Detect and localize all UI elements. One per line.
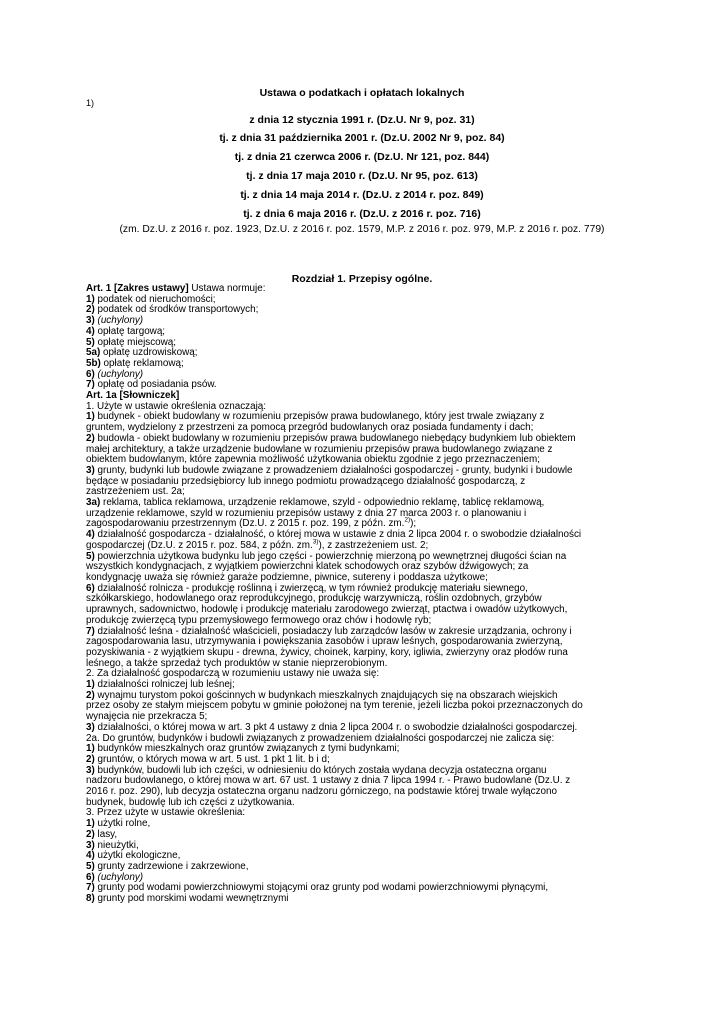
article-heading: Art. 1 [Zakres ustawy] <box>86 283 189 294</box>
item-text: (uchylony) <box>94 368 144 380</box>
chapter-title: Rozdział 1. Przepisy ogólne. <box>291 273 433 285</box>
item-number: 2) <box>86 304 95 316</box>
item-text: gospodarczej (Dz.U. z 2015 r. poz. 584, z późn. zm. <box>86 539 313 551</box>
document-body <box>86 284 646 905</box>
act-date-2: tj. z dnia 31 października 2001 r. (Dz.U. 2002 Nr 9, poz. 84) <box>219 132 505 144</box>
item-text: użytki ekologiczne, <box>94 850 181 862</box>
list-item-line: 2016 r. poz. 290), lub decyzja ostateczna organu nadzoru górniczego, na podstawie której trwale wyłączono <box>86 786 557 798</box>
definition-line: uprawnych, sadownictwo, hodowlę i produkcję materiału zarodowego zwierząt, ptactwa i owadów użytkowych, <box>86 604 568 616</box>
definition-line: kondygnację uważa się również garaże podziemne, piwnice, sutereny i poddasza użytkowe; <box>86 571 488 583</box>
item-text: działalność rolnicza - produkcję roślinną i zwierzęcą, w tym również produkcję materiału siewnego, <box>94 582 528 594</box>
item-number: 2) <box>86 689 95 701</box>
list-item <box>86 830 646 841</box>
item-text: budynków, budowli lub ich części, w odniesieniu do których została wydana decyzja ostateczna organu <box>94 764 547 776</box>
item-number: 4) <box>86 325 95 337</box>
definition-line: pozyskiwania - z wyjątkiem skupu - drewna, żywicy, choinek, karpiny, kory, igliwia, zwierzyny oraz płodów runa <box>86 646 568 658</box>
paragraph-intro: 3. Przez użyte w ustawie określenia: <box>86 807 246 819</box>
item-text: działalności rolniczej lub leśnej; <box>94 679 235 691</box>
item-number: 4) <box>86 529 95 541</box>
item-text: opłatę targową; <box>94 325 166 337</box>
item-text: wynajmu turystom pokoi gościnnych w budynkach mieszkalnych znajdujących się na obszarach wiejskich <box>94 689 558 701</box>
item-number: 5a) <box>86 347 101 359</box>
list-item-line: wynajęcia nie przekracza 5; <box>86 711 208 723</box>
item-number: 1) <box>86 818 95 830</box>
item-text: ), z zastrzeżeniem ust. 2; <box>318 539 429 551</box>
item-number: 6) <box>86 368 95 380</box>
list-item-line: budynek, budowlę lub ich części z użytkowania. <box>86 796 295 808</box>
definition-line: będące w posiadaniu przedsiębiorcy lub innego podmiotu prowadzącego działalność gospodarczą, z <box>86 475 526 487</box>
item-text: budynków mieszkalnych oraz gruntów związanych z tymi budynkami; <box>94 743 400 755</box>
item-number: 6) <box>86 871 95 883</box>
item-text: (uchylony) <box>94 871 144 883</box>
item-number: 2) <box>86 828 95 840</box>
item-number: 3a) <box>86 497 101 509</box>
item-number: 7) <box>86 625 95 637</box>
item-number: 1) <box>86 411 95 423</box>
act-date-5: tj. z dnia 14 maja 2014 r. (Dz.U. z 2014 r. poz. 849) <box>240 189 484 201</box>
item-text: budynek - obiekt budowlany w rozumieniu przepisów prawa budowlanego, który jest trwale związany z <box>94 411 545 423</box>
list-item <box>86 316 646 327</box>
item-text: podatek od nieruchomości; <box>94 293 216 305</box>
item-text: grunty pod wodami powierzchniowymi stojącymi oraz grunty pod wodami powierzchniowymi płynącymi, <box>94 882 549 894</box>
definition-line: zagospodarowania lasu, utrzymywania i powiększania zasobów i upraw leśnych, gospodarowania zwierzyną, <box>86 636 563 648</box>
item-text: grunty pod morskimi wodami wewnętrznymi <box>94 893 289 905</box>
item-number: 1) <box>86 679 95 691</box>
item-text: podatek od środków transportowych; <box>94 304 259 316</box>
definition-line: zastrzeżeniem ust. 2a; <box>86 486 185 498</box>
act-date-3: tj. z dnia 21 czerwca 2006 r. (Dz.U. Nr 121, poz. 844) <box>234 151 490 163</box>
item-text: działalność leśna - działalność właścicieli, posiadaczy lub zarządców lasów w zakresie urządzania, ochrony i <box>94 625 572 637</box>
item-text: działalności, o której mowa w art. 3 pkt 4 ustawy z dnia 2 lipca 2004 r. o swobodzie działalności gospodarczej. <box>94 721 578 733</box>
item-text: zagospodarowaniu przestrzennym (Dz.U. z 2015 r. poz. 199, z późn. zm. <box>86 518 405 530</box>
list-item <box>86 862 646 873</box>
item-number: 2) <box>86 753 95 765</box>
definition-line: małej architektury, a także urządzenie budowlane w rozumieniu przepisów prawa budowlanego związane z <box>86 443 553 455</box>
footnote-marker: 1) <box>86 98 95 108</box>
item-number: 5) <box>86 860 95 872</box>
item-number: 5b) <box>86 357 101 369</box>
item-number: 2) <box>86 432 95 444</box>
act-date-6: tj. z dnia 6 maja 2016 r. (Dz.U. z 2016 r. poz. 716) <box>243 208 481 220</box>
footnote-ref: 3) <box>312 538 319 546</box>
definition-line: leśnego, a także sprzedaż tych produktów w stanie nieprzerobionym. <box>86 657 388 669</box>
item-number: 3) <box>86 839 95 851</box>
amendments-note: (zm. Dz.U. z 2016 r. poz. 1923, Dz.U. z 2016 r. poz. 1579, M.P. z 2016 r. poz. 979, M.P. z 2016 r. poz. 779) <box>119 224 605 235</box>
definition-line: produkcję zwierzęcą typu przemysłowego fermowego oraz chów i hodowlę ryb; <box>86 614 432 626</box>
item-text: działalność gospodarcza - działalność, o której mowa w ustawie z dnia 2 lipca 2004 r. o swobodzie działalności <box>94 529 582 541</box>
item-text: opłatę uzdrowiskową; <box>100 347 198 359</box>
item-text: reklama, tablica reklamowa, urządzenie reklamowe, szyld - odpowiednio reklamę, tablicę reklamową, <box>100 497 545 509</box>
paragraph-intro: 2. Za działalność gospodarczą w rozumieniu ustawy nie uważa się: <box>86 668 380 680</box>
item-text: opłatę od posiadania psów. <box>94 379 217 391</box>
item-text: (uchylony) <box>94 315 144 327</box>
list-item-line: przez osoby ze stałym miejscem pobytu w gminie położonej na tym terenie, jeżeli liczba pokoi przeznaczonych do <box>86 700 583 712</box>
item-text: ); <box>410 518 417 530</box>
paragraph-intro: 1. Użyte w ustawie określenia oznaczają: <box>86 400 267 412</box>
act-title: Ustawa o podatkach i opłatach lokalnych <box>259 87 465 99</box>
item-number: 6) <box>86 582 95 594</box>
item-number: 5) <box>86 336 95 348</box>
item-text: nieużytki, <box>94 839 139 851</box>
footnote-ref: 2) <box>404 517 411 525</box>
list-item <box>86 359 646 370</box>
list-item <box>86 819 646 830</box>
list-item-line: nadzoru budowlanego, o której mowa w art. 67 ust. 1 ustawy z dnia 7 lipca 1994 r. - Prawo budowlane (Dz.U. z <box>86 775 571 787</box>
item-number: 4) <box>86 850 95 862</box>
item-text: opłatę miejscową; <box>94 336 177 348</box>
act-date-4: tj. z dnia 17 maja 2010 r. (Dz.U. Nr 95, poz. 613) <box>246 170 478 182</box>
definition-line <box>86 434 646 445</box>
item-number: 1) <box>86 743 95 755</box>
list-item <box>86 723 646 734</box>
act-date-1: z dnia 12 stycznia 1991 r. (Dz.U. Nr 9, poz. 31) <box>249 114 475 126</box>
item-number: 7) <box>86 379 95 391</box>
item-number: 3) <box>86 721 95 733</box>
list-item <box>86 894 646 905</box>
item-number: 3) <box>86 464 95 476</box>
item-text: użytki rolne, <box>94 818 151 830</box>
definition-line: urządzenie reklamowe, szyld w rozumieniu przepisów ustawy z dnia 27 marca 2003 r. o planowaniu i <box>86 507 527 519</box>
item-text: grunty zadrzewione i zakrzewione, <box>94 860 249 872</box>
item-number: 7) <box>86 882 95 894</box>
item-text: grunty, budynki lub budowle związane z prowadzeniem działalności gospodarczej - grunty, budynki i budowle <box>94 464 573 476</box>
definition-line: obiektem budowlanym, które zapewnia możliwość użytkowania obiektu zgodnie z jego przeznaczeniem; <box>86 454 540 466</box>
item-text: budowla - obiekt budowlany w rozumieniu przepisów prawa budowlanego niebędący budynkiem lub obiektem <box>94 432 576 444</box>
article-heading: Art. 1a [Słowniczek] <box>86 390 180 402</box>
item-text: gruntów, o których mowa w art. 5 ust. 1 pkt 1 lit. b i d; <box>94 753 330 765</box>
definition-line: wszystkich kondygnacjach, z wyjątkiem powierzchni klatek schodowych oraz szybów dźwigowych; za <box>86 561 529 573</box>
item-number: 3) <box>86 764 95 776</box>
paragraph-intro: 2a. Do gruntów, budynków i budowli związanych z prowadzeniem działalności gospodarczej nie zalicza się: <box>86 732 555 744</box>
item-number: 5) <box>86 550 95 562</box>
item-text: powierzchnia użytkowa budynku lub jego części - powierzchnię mierzoną po wewnętrznej długości ścian na <box>94 550 567 562</box>
article-intro: Ustawa normuje: <box>188 283 266 294</box>
item-text: opłatę reklamową; <box>100 357 184 369</box>
definition-line: szkółkarskiego, hodowlanego oraz reprodukcyjnego, produkcję warzywniczą, roślin ozdobnych, grzybów <box>86 593 542 605</box>
definition-line: gruntem, wydzielony z przestrzeni za pomocą przegród budowlanych oraz posiada fundamenty i dach; <box>86 422 534 434</box>
item-number: 1) <box>86 293 95 305</box>
list-item <box>86 305 646 316</box>
item-number: 3) <box>86 315 95 327</box>
item-text: lasy, <box>94 828 118 840</box>
item-number: 8) <box>86 893 95 905</box>
